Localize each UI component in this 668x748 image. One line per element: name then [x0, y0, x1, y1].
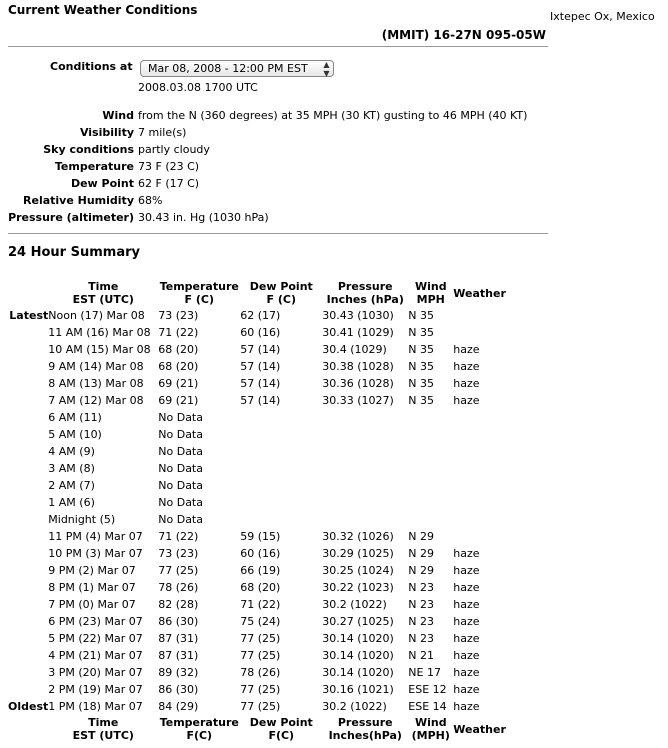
observation-label: Wind [102, 109, 134, 122]
cell-wind [408, 426, 453, 443]
cell-label: Latest [9, 309, 49, 322]
cell-pres: 30.33 (1027) [322, 394, 394, 407]
cell-temp: No Data [158, 496, 203, 509]
table-row [8, 324, 506, 341]
column-header-line2: MPH [416, 293, 445, 306]
cell-temp: No Data [158, 428, 203, 441]
table-row [8, 460, 506, 477]
cell-label [8, 613, 48, 630]
cell-wind: N 35 [408, 326, 434, 339]
cell-wx: haze [453, 377, 480, 390]
cell-label: Oldest [8, 700, 49, 713]
cell-wind: N 35 [408, 394, 434, 407]
cell-dew: 57 (14) [240, 377, 281, 390]
cell-label [8, 647, 48, 664]
cell-label [8, 664, 48, 681]
cell-label [8, 426, 48, 443]
cell-pres: 30.2 (1022) [322, 598, 387, 611]
column-header-line1: Pressure [337, 716, 393, 729]
column-header [158, 279, 240, 307]
cell-wx: haze [453, 581, 480, 594]
cell-wind: N 35 [408, 377, 434, 390]
cell-time: 2 AM (7) [48, 479, 95, 492]
cell-time: 3 AM (8) [48, 462, 95, 475]
cell-wx [453, 477, 506, 494]
column-header-line2: Inches (hPa) [326, 293, 404, 306]
cell-dew: 59 (15) [240, 530, 281, 543]
summary-title: 24 Hour Summary [8, 245, 140, 260]
cell-time: 7 AM (12) Mar 08 [48, 394, 144, 407]
cell-wx [453, 494, 506, 511]
cell-pres: 30.38 (1028) [322, 360, 394, 373]
cell-wind: N 29 [408, 530, 434, 543]
cell-temp: 71 (22) [158, 326, 199, 339]
cell-pres: 30.32 (1026) [322, 530, 394, 543]
cell-wx: haze [453, 547, 480, 560]
cell-pres [322, 409, 408, 426]
cell-wind [408, 477, 453, 494]
cell-dew: 57 (14) [240, 343, 281, 356]
table-row [8, 477, 506, 494]
column-header-line1: Weather [453, 722, 506, 736]
table-row [8, 579, 506, 596]
cell-time: Noon (17) Mar 08 [48, 309, 145, 322]
cell-temp: No Data [158, 479, 203, 492]
cell-label [8, 545, 48, 562]
cell-temp: No Data [158, 445, 203, 458]
column-header-line1: Dew Point [249, 716, 313, 729]
table-row [8, 664, 506, 681]
cell-wind: N 23 [408, 598, 434, 611]
cell-dew: 60 (16) [240, 547, 281, 560]
cell-wind: NE 17 [408, 666, 441, 679]
observation-label: Dew Point [70, 177, 134, 190]
cell-temp: 86 (30) [158, 683, 199, 696]
cell-pres [322, 477, 408, 494]
observation-value: 62 F (17 C) [138, 177, 200, 190]
observation-label: Pressure (altimeter) [8, 211, 134, 224]
cell-time: 9 PM (2) Mar 07 [48, 564, 136, 577]
cell-dew: 57 (14) [240, 360, 281, 373]
cell-pres: 30.14 (1020) [322, 666, 394, 679]
column-header-line1: Temperature [159, 716, 239, 729]
cell-wx [453, 460, 506, 477]
cell-dew: 68 (20) [240, 581, 281, 594]
column-header [322, 279, 408, 307]
cell-label [8, 630, 48, 647]
cell-dew: 75 (24) [240, 615, 281, 628]
select-arrows-icon: ▲ ▼ [323, 59, 330, 78]
table-row [8, 494, 506, 511]
cell-wx: haze [453, 700, 480, 713]
cell-temp: 69 (21) [158, 377, 199, 390]
cell-time: 11 AM (16) Mar 08 [48, 326, 151, 339]
cell-temp: 68 (20) [158, 360, 199, 373]
column-header-line2: F (C) [266, 293, 296, 306]
cell-temp: 89 (32) [158, 666, 199, 679]
cell-wind: N 23 [408, 615, 434, 628]
cell-dew: 78 (26) [240, 666, 281, 679]
cell-time: 8 AM (13) Mar 08 [48, 377, 144, 390]
cell-wx: haze [453, 632, 480, 645]
column-header-line1: Wind [414, 716, 447, 729]
cell-wx: haze [453, 683, 480, 696]
table-row [8, 630, 506, 647]
cell-temp: 87 (31) [158, 632, 199, 645]
table-row [8, 426, 506, 443]
cell-dew [240, 409, 322, 426]
observation-label: Temperature [54, 160, 134, 173]
cell-label [8, 409, 48, 426]
column-header [453, 279, 506, 307]
table-row [8, 528, 506, 545]
cell-time: 1 PM (18) Mar 07 [48, 700, 143, 713]
cell-label [8, 681, 48, 698]
cell-label [8, 392, 48, 409]
cell-wx: haze [453, 564, 480, 577]
column-header-line1: Wind [414, 280, 447, 293]
cell-label [8, 324, 48, 341]
cell-pres: 30.4 (1029) [322, 343, 387, 356]
cell-temp: 86 (30) [158, 615, 199, 628]
cell-pres [322, 494, 408, 511]
summary-table [8, 279, 506, 743]
column-header-line2: F(C) [268, 729, 295, 742]
cell-time: 6 PM (23) Mar 07 [48, 615, 143, 628]
observation-label: Visibility [79, 126, 134, 139]
cell-pres [322, 511, 408, 528]
cell-temp: No Data [158, 513, 203, 526]
column-header-line1: Time [88, 716, 119, 729]
cell-time: 10 PM (3) Mar 07 [48, 547, 143, 560]
divider-top [8, 46, 548, 47]
observation-value: 30.43 in. Hg (1030 hPa) [138, 211, 269, 224]
cell-pres: 30.14 (1020) [322, 649, 394, 662]
cell-label [8, 460, 48, 477]
cell-temp: 82 (28) [158, 598, 199, 611]
cell-temp: 71 (22) [158, 530, 199, 543]
cell-wind [408, 443, 453, 460]
cell-time: Midnight (5) [48, 513, 116, 526]
cell-pres [322, 460, 408, 477]
cell-wind: ESE 14 [408, 700, 447, 713]
cell-dew [240, 477, 322, 494]
column-header-line1: Dew Point [249, 280, 313, 293]
divider-mid [8, 233, 548, 234]
cell-wx [453, 426, 506, 443]
table-row [8, 511, 506, 528]
cell-dew: 62 (17) [240, 309, 281, 322]
cell-label [8, 494, 48, 511]
cell-temp: 84 (29) [158, 700, 199, 713]
cell-wind: ESE 12 [408, 683, 447, 696]
column-header-line2: Inches(hPa) [328, 729, 402, 742]
cell-pres: 30.16 (1021) [322, 683, 394, 696]
column-header [240, 715, 322, 743]
cell-time: 11 PM (4) Mar 07 [48, 530, 143, 543]
observation-value: 73 F (23 C) [138, 160, 200, 173]
table-row [8, 358, 506, 375]
column-header-line1: Pressure [337, 280, 393, 293]
cell-time: 2 PM (19) Mar 07 [48, 683, 143, 696]
observation-value: partly cloudy [138, 143, 210, 156]
column-header-line2: F (C) [184, 293, 214, 306]
column-header-line1: Temperature [159, 280, 239, 293]
cell-wx: haze [453, 598, 480, 611]
column-header-line2: F(C) [186, 729, 213, 742]
cell-label [8, 358, 48, 375]
cell-temp: No Data [158, 411, 203, 424]
cell-pres: 30.25 (1024) [322, 564, 394, 577]
table-row [8, 409, 506, 426]
cell-wx [453, 307, 506, 324]
cell-time: 10 AM (15) Mar 08 [48, 343, 151, 356]
table-row [8, 562, 506, 579]
cell-dew [240, 443, 322, 460]
cell-wind [408, 409, 453, 426]
cell-wx: haze [453, 649, 480, 662]
cell-dew: 77 (25) [240, 683, 281, 696]
cell-dew: 71 (22) [240, 598, 281, 611]
cell-temp: 78 (26) [158, 581, 199, 594]
cell-dew: 66 (19) [240, 564, 281, 577]
cell-wx [453, 528, 506, 545]
table-row [8, 443, 506, 460]
column-header [453, 715, 506, 743]
cell-wind: N 29 [408, 564, 434, 577]
cell-label [8, 443, 48, 460]
column-header [408, 279, 453, 307]
table-row [8, 392, 506, 409]
cell-wx: haze [453, 360, 480, 373]
cell-wind: N 35 [408, 309, 434, 322]
column-header [240, 279, 322, 307]
cell-pres [322, 443, 408, 460]
table-row [8, 375, 506, 392]
cell-temp: 68 (20) [158, 343, 199, 356]
cell-dew [240, 511, 322, 528]
location-name: Ixtepec Ox, Mexico [550, 10, 655, 23]
column-header-line1: Weather [453, 286, 506, 300]
cell-temp: 77 (25) [158, 564, 199, 577]
cell-pres: 30.14 (1020) [322, 632, 394, 645]
cell-pres: 30.22 (1023) [322, 581, 394, 594]
column-header-line2: (MPH) [411, 729, 450, 742]
cell-pres: 30.41 (1029) [322, 326, 394, 339]
cell-wind: N 35 [408, 360, 434, 373]
cell-temp: 87 (31) [158, 649, 199, 662]
column-header [158, 715, 240, 743]
cell-label [8, 562, 48, 579]
column-header-line2: EST (UTC) [72, 729, 134, 742]
observation-value: from the N (360 degrees) at 35 MPH (30 KT) gusting to 46 MPH (40 KT) [138, 109, 528, 122]
cell-dew: 60 (16) [240, 326, 281, 339]
cell-dew: 77 (25) [240, 700, 281, 713]
cell-time: 8 PM (1) Mar 07 [48, 581, 136, 594]
cell-label [8, 528, 48, 545]
cell-time: 5 AM (10) [48, 428, 102, 441]
cell-pres: 30.2 (1022) [322, 700, 387, 713]
cell-wx: haze [453, 615, 480, 628]
column-header [48, 715, 158, 743]
cell-label [8, 375, 48, 392]
cell-temp: 69 (21) [158, 394, 199, 407]
cell-dew [240, 494, 322, 511]
cell-dew [240, 426, 322, 443]
table-row [8, 698, 506, 715]
cell-time: 3 PM (20) Mar 07 [48, 666, 143, 679]
cell-wind: N 21 [408, 649, 434, 662]
column-header [48, 279, 158, 307]
cell-pres: 30.36 (1028) [322, 377, 394, 390]
cell-wind [408, 494, 453, 511]
cell-label [8, 579, 48, 596]
cell-pres: 30.27 (1025) [322, 615, 394, 628]
cell-dew: 57 (14) [240, 394, 281, 407]
observation-label: Sky conditions [43, 143, 134, 156]
cell-time: 6 AM (11) [48, 411, 102, 424]
cell-pres: 30.43 (1030) [322, 309, 394, 322]
cell-wind: N 23 [408, 632, 434, 645]
observation-value: 7 mile(s) [138, 126, 187, 139]
cell-time: 9 AM (14) Mar 08 [48, 360, 144, 373]
header-blank [8, 715, 48, 743]
cell-wx [453, 409, 506, 426]
column-header [408, 715, 453, 743]
cell-wind: N 29 [408, 547, 434, 560]
cell-wx [453, 443, 506, 460]
cell-wind: N 23 [408, 581, 434, 594]
cell-time: 7 PM (0) Mar 07 [48, 598, 136, 611]
cell-wind [408, 460, 453, 477]
table-row [8, 613, 506, 630]
page-title: Current Weather Conditions [8, 3, 198, 17]
cell-wx: haze [453, 343, 480, 356]
observation-value: 68% [138, 194, 163, 207]
cell-label [8, 511, 48, 528]
header-blank [8, 279, 48, 307]
cell-wind: N 35 [408, 343, 434, 356]
table-row [8, 341, 506, 358]
cell-temp: No Data [158, 462, 203, 475]
cell-time: 5 PM (22) Mar 07 [48, 632, 143, 645]
cell-pres: 30.29 (1025) [322, 547, 394, 560]
column-header-line1: Time [88, 280, 119, 293]
cell-dew: 77 (25) [240, 632, 281, 645]
cell-pres [322, 426, 408, 443]
cell-wx [453, 324, 506, 341]
observation-label: Relative Humidity [23, 194, 134, 207]
conditions-utc: 2008.03.08 1700 UTC [138, 81, 258, 94]
conditions-label: Conditions at [50, 60, 133, 73]
cell-dew [240, 460, 322, 477]
conditions-time-select[interactable] [140, 60, 334, 77]
column-header-line2: EST (UTC) [72, 293, 134, 306]
cell-wx [453, 511, 506, 528]
cell-label [8, 596, 48, 613]
table-row [8, 307, 506, 324]
station-id: (MMIT) 16-27N 095-05W [381, 28, 546, 42]
cell-dew: 77 (25) [240, 649, 281, 662]
cell-time: 4 PM (21) Mar 07 [48, 649, 143, 662]
conditions-time-value: Mar 08, 2008 - 12:00 PM EST [148, 62, 308, 75]
table-row [8, 681, 506, 698]
table-row [8, 647, 506, 664]
cell-time: 4 AM (9) [48, 445, 95, 458]
cell-label [8, 477, 48, 494]
cell-wx: haze [453, 394, 480, 407]
column-header [322, 715, 408, 743]
cell-wind [408, 511, 453, 528]
table-row [8, 596, 506, 613]
table-row [8, 545, 506, 562]
cell-time: 1 AM (6) [48, 496, 95, 509]
cell-temp: 73 (23) [158, 547, 199, 560]
cell-temp: 73 (23) [158, 309, 199, 322]
cell-label [8, 341, 48, 358]
cell-wx: haze [453, 666, 480, 679]
